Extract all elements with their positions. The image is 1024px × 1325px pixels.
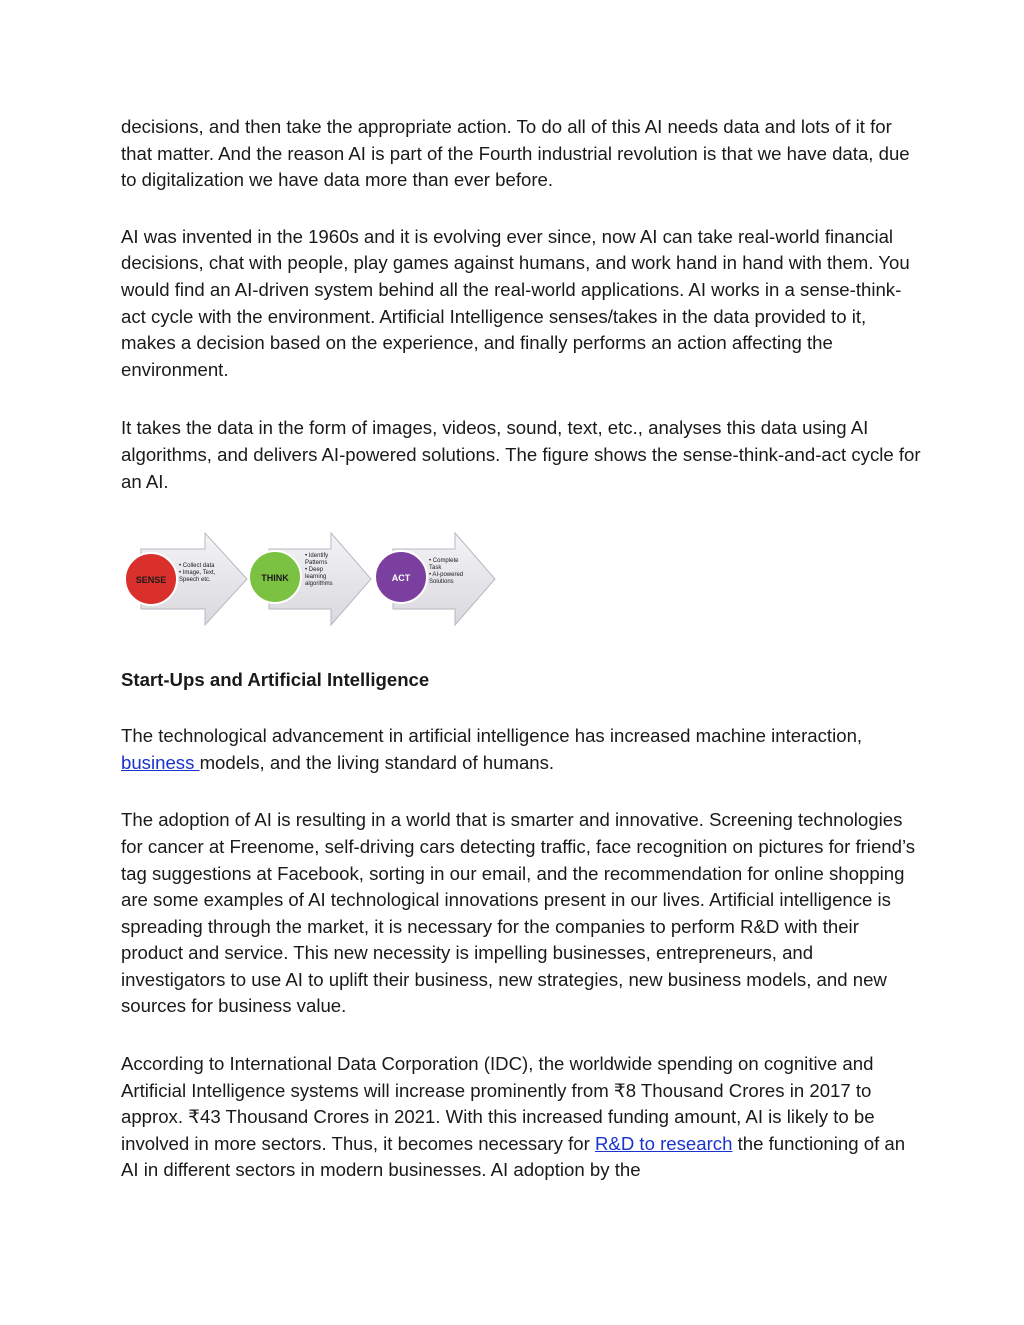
stage-label: ACT	[391, 573, 411, 584]
stage-act	[375, 533, 495, 625]
sense-think-act-diagram	[121, 531, 501, 627]
sense-think-act-figure	[121, 531, 501, 627]
stage-label: SENSE	[135, 575, 167, 586]
paragraph-ai-adoption: The adoption of AI is resulting in a world that is smarter and innovative. Screening technologies for cancer at Freenome, self-driving cars detecting traffic, face recognition on pictures for friend’s tag suggestions at Facebook, sorting in our email, and the recommendation for online shopping are some examples of AI technological innovations present in our lives. Artificial intelligence is spreading through the market, it is necessary for the companies to perform R&D with their product and service. This new necessity is impelling businesses, entrepreneurs, and investigators to use AI to uplift their business, new strategies, new business models, and new sources for business value.	[121, 809, 916, 1017]
paragraph-technological-advancement	[121, 723, 921, 776]
paragraph-ai-history: AI was invented in the 1960s and it is evolving ever since, now AI can take real-world financial decisions, chat with people, play games against humans, and work hand in hand with them. You would find an AI-driven system behind all the real-world applications. AI works in a sense-think-act cycle with the environment. Artificial Intelligence senses/takes in the data provided to it, makes a decision based on the experience, and finally performs an action affecting the environment.	[121, 225, 910, 380]
paragraph-data-decisions: decisions, and then take the appropriate action. To do all of this AI needs data and lots of it for that matter. And the reason AI is part of the Fourth industrial revolution is that we have data, due to digitalization we have data more than ever before.	[121, 116, 910, 191]
text-segment: the functioning of an AI in different sectors in modern businesses. AI adoption by the	[121, 1132, 906, 1181]
text-segment: According to International Data Corporation (IDC), the worldwide spending on cognitive and Artificial Intelligence systems will increase prominently from ₹8 Thousand Crores in 2017 to approx. ₹43 Thousand Crores in 2021. With this increased funding amount, AI is likely to be involved in more sectors. Thus, it becomes necessary for	[121, 1053, 875, 1154]
bullet: learning	[305, 574, 327, 581]
stage-sense	[125, 533, 247, 625]
bullet: Speech etc.	[179, 577, 211, 584]
document-page	[121, 114, 921, 1215]
bullet: • Image, Text,	[179, 570, 216, 577]
stage-think	[249, 533, 371, 625]
bullet: • Identify	[305, 553, 329, 560]
text-segment: The technological advancement in artificial intelligence has increased machine interaction,	[121, 725, 863, 747]
paragraph-sense-think-act: It takes the data in the form of images, videos, sound, text, etc., analyses this data using AI algorithms, and delivers AI-powered solutions. The figure shows the sense-think-and-act cycle for an AI.	[121, 417, 921, 492]
bullet: • Collect data	[179, 563, 215, 570]
stage-label: THINK	[261, 573, 289, 584]
section-heading: Start-Ups and Artificial Intelligence	[121, 669, 430, 691]
bullet: algorithms	[305, 581, 333, 588]
bullet: Patterns	[305, 560, 328, 567]
paragraph-idc-spending	[121, 1051, 921, 1184]
text-segment: models, and the living standard of humans.	[199, 751, 555, 773]
rd-research-link[interactable]: R&D to research	[595, 1132, 733, 1154]
bullet: • Complete	[429, 558, 459, 565]
bullet: • Deep	[305, 567, 324, 574]
bullet: • AI-powered	[429, 572, 464, 579]
business-link[interactable]: business	[121, 751, 200, 773]
bullet: Solutions	[429, 579, 454, 586]
bullet: Task	[429, 565, 442, 572]
